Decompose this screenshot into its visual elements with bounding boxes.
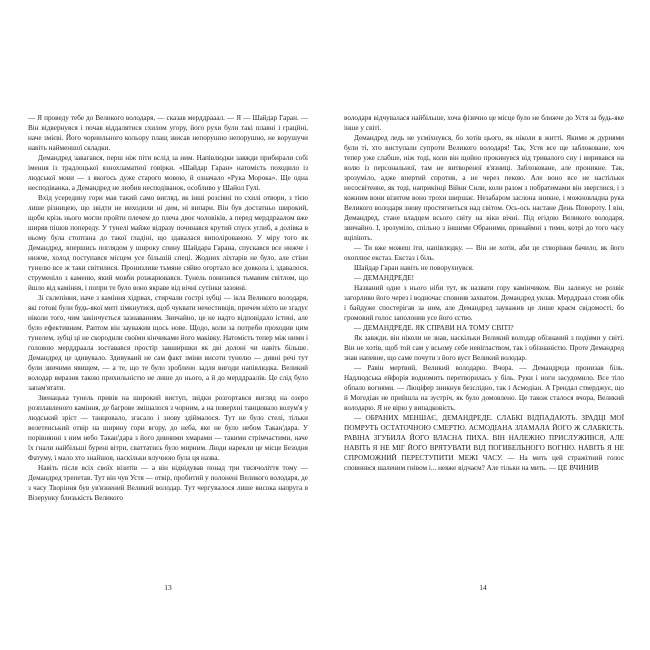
paragraph: — ДЕМАНДРЕДЕ. ЯК СПРАВИ НА ТОМУ СВІТІ? xyxy=(354,324,514,332)
left-page-text xyxy=(28,113,308,503)
paragraph: — Ти вже можеш іти, напівлюдку. — Він не хотів, аби це створіння бачило, як його охоплює екстаз. Екстаз і біль. xyxy=(344,244,624,262)
paragraph: Навіть після всіх своїх візитів — а він відвідував понад три тисячоліття тому — Демандред трепетав. Тут він чув Устя — отвір, пробитий у полонені Великого володаря, де з часу Творіння був ув'язнений Великий володар. Тут чергувалося лише висока напруга в Візерунку близькість Великого xyxy=(28,464,308,502)
page-number: 14 xyxy=(479,583,487,592)
paragraph: — ДЕМАНДРЕДЕ! xyxy=(354,274,415,282)
paragraph: — Равін мертвий, Великий володарю. Вчора. — Демандреда пронизав біль. Надлюдська ейфорія водномить перетворилась у біль. Руки і ноги засудомило. Все тіло обпало вогнями. — Люціфер зникнув безслідно, так і Асмодіан. А Грендал стверджує, що й Могедіан не прийшла на зустріч, як було домовлено. Це також сталося вчора, Великий володарю. Я не вірю у випадковість. xyxy=(344,364,624,412)
paragraph: Як завжди, він ніколи не знав, наскільки Великий володар обізнаний з подіями у світі. Він не хотів, щоб той сам у всьому себе невіглаством, так і обізнаністю. Проте Демандред знав напевне, що саме почути з його вуст Великий володар. xyxy=(344,334,624,362)
paragraph: Звенацька тунель привів на широкий виступ, звідки розгортався вигляд на озеро розплавленого каміння, де багрове змішалося з чорним, а на поверхні танцювало волум'я у людський зріст — танцювало, згасало і знову здіймалося. Тут не було стелі, тільки велетенський отвір на ширину гори вгору, до неба, яке не було небом Такан'дара. У порівнянні з ним небо Такан'дара з його дивними хмарами — такими стрімчастими, наче їх гнали найбільші бурені вітри, сваттатись було мирним. Люди нарекли це місце Безодня Фатуму, і мало хто знайшов, наскільки влучною була ця назва. xyxy=(28,394,308,462)
paragraph: Вхід усередину гори мав такий само вигляд, як інші розсіяні по схилі отвори, з тією лише різницею, що звідти не виходили ні дим, ні випари. Він був достатньо широкий, щоби крізь нього могли пройти плечем до плеча двоє чоловіків, а перед мерддраалом вже ширяв пішов попереду. У тунелі майже відразу починався крутий спуск углиб, а долівка в ньому була стоптана до такої гладіні, що здавалася виполірованою. У міру того як Демандред, впершись поглядом у широку спину Шайдара Гарана, спускався все нижче і нижче, холод поступався місцем усе більшій спеці. Жодних ліхтарів не було, але стіни тунелю все ж таки світилися. Пронизливе тьмяне сяйво огортало все довкола і, здавалося, струменіло з каменю, який мовби розжарювався. Тунель понизився тьмавим світлом, що йшло від каміння, і попри те було воно якраве від вічні сутінки зазовні. xyxy=(28,194,308,292)
paragraph: Демандред завагався, перш ніж піти вслід за ним. Напівлюдки завжди прибирали собі імення із традлоцької язнохламатної говірки. «Шайдар Гаран» натомість походило із людської мови — з якогось дуже старого мовою, й означало «Рука Морока». Ще одна несподіванка, а Демандред не любив несподіванок, особливо у Шайол Гулі. xyxy=(28,154,308,192)
paragraph: — ОБРАНИХ МЕНШАЄ, ДЕМАНДРЕДЕ. СЛАБКІ ВІДПАДАЮТЬ. ЗРАДЦІ МОЇ ПОМРУТЬ ОСТАТОЧНОЮ СМЕРТЮ. АСМОДІАНА ЗЛАМАЛА ЙОГО Ж СЛАБКІСТЬ. РАВІНА ЗГУБИЛА ЙОГО ВЛАСНА ПИХА. ВІН НАЛЕЖНО ПРИСЛУЖИВСЯ, АЛЕ НАВІТЬ Я НЕ МІГ ЙОГО ВРЯТУВАТИ ВІД ПОГИБЕЛЬНОГО ВОГНЮ. НАВІТЬ Я НЕ СПРОМОЖНИЙ ПЕРЕСТУПИТИ МЕЖІ ЧАСУ. — На мить цей стражітний голос сповнився шаленим гнівом і... невже відчаєм? Але тільки на мить. — ЦЕ ВЧИНИВ xyxy=(344,414,624,472)
right-page xyxy=(325,0,650,650)
paragraph: — Я проведу тебе до Великого володаря, — сказав мерддрааал. — Я — Шайдар Гаран. — Він відвернувся і почав віддалятися схилом угору, його рухи були такі плавні і грацйні, наче змієві. Його чорнильного кольору плащ звисав непорушно непорушно, не ворушучи навіть найменшої складки. xyxy=(28,114,308,152)
paragraph: володаря відчувалася найбільше, хоча фізично це місце було не ближче до Устя за будь-яке інше у світі. xyxy=(344,114,624,132)
paragraph: Названий одне з нього ніби тут, як назвати гору камінчиком. Він залежує не розвіє загорливо його через і водночас сповнив захватом. Демандред уклав. Мерддраал стояв обік і байдуже спостерігав за ним, але Демандред зауважив це лише краєм свідомості, бо громовий голос заполонив усе його єство. xyxy=(344,284,624,322)
right-page-text xyxy=(344,113,624,473)
paragraph: Демандред ледь не усміхнувся, бо хотів цього, як ніколи в житті. Якими ж дурнями були ті, хто виступали супроти Великого володаря! Так, Устя все ще заблоковане, хоч тепер уже слабше, ніж тоді, коли він щойно прокинувся від тривалого сну і виривався на волю із персональної, там не витвореної в'язниці. Заблоковане, але проникне. Так, зрозуміло, адже впертий спротив, а не через пекою. Але воно все не настільки несосвітенне, як тоді, наприкінці Війни Сили, коли разом з побратимами він зверглися, і з кожним вони візитом воно трохи ширшає. Незабаром заслона зникне, і можновладна рука Великого володаря знову простягнеться над світом. Ось-ось настане День Повороту. І він, Демандред, стане владцем всього світу на віки вічні. Під егідою Великого володаря, звичайно. І, зрозуміло, спільно з іншими Обраними, принаймні з тими, котрі до того часу вціліють. xyxy=(344,134,624,242)
paragraph: Шайдар Гаран навіть не поворухнувся. xyxy=(354,264,474,272)
paragraph: Зі склепіння, наче з каміння хідрвах, стирчали гострі зубці — ікла Великого володаря, які готові були будь-якої миті зімкнутися, щоб чуквати нечестивців, причем ніхто не згадує ніколи того, чим закінчується зазнаванням. Звичайно, це не надто відповідало істині, але було ефективним. Раптом він зауважив щось нове. Щодо, коли за потреби проходив цим тунелем, зубці ці не скородили своїми кінчиками його маківку. Натомість тепер між ними і головою мерддраала зоставався простір завширшки як дві долоні чи навіть більше. Демандред це здивувало. Здивуваий не сам факт зміни висоти тунелю — дивні речі тут були звичнми явищем, — а те, що те було зроблено задля вигоди напівлюдка. Великий володар виразив такою прихильністю не лише до нього, а й до мерддраалів. Це слід було запам'ятати. xyxy=(28,294,308,392)
page-number: 13 xyxy=(164,583,172,592)
